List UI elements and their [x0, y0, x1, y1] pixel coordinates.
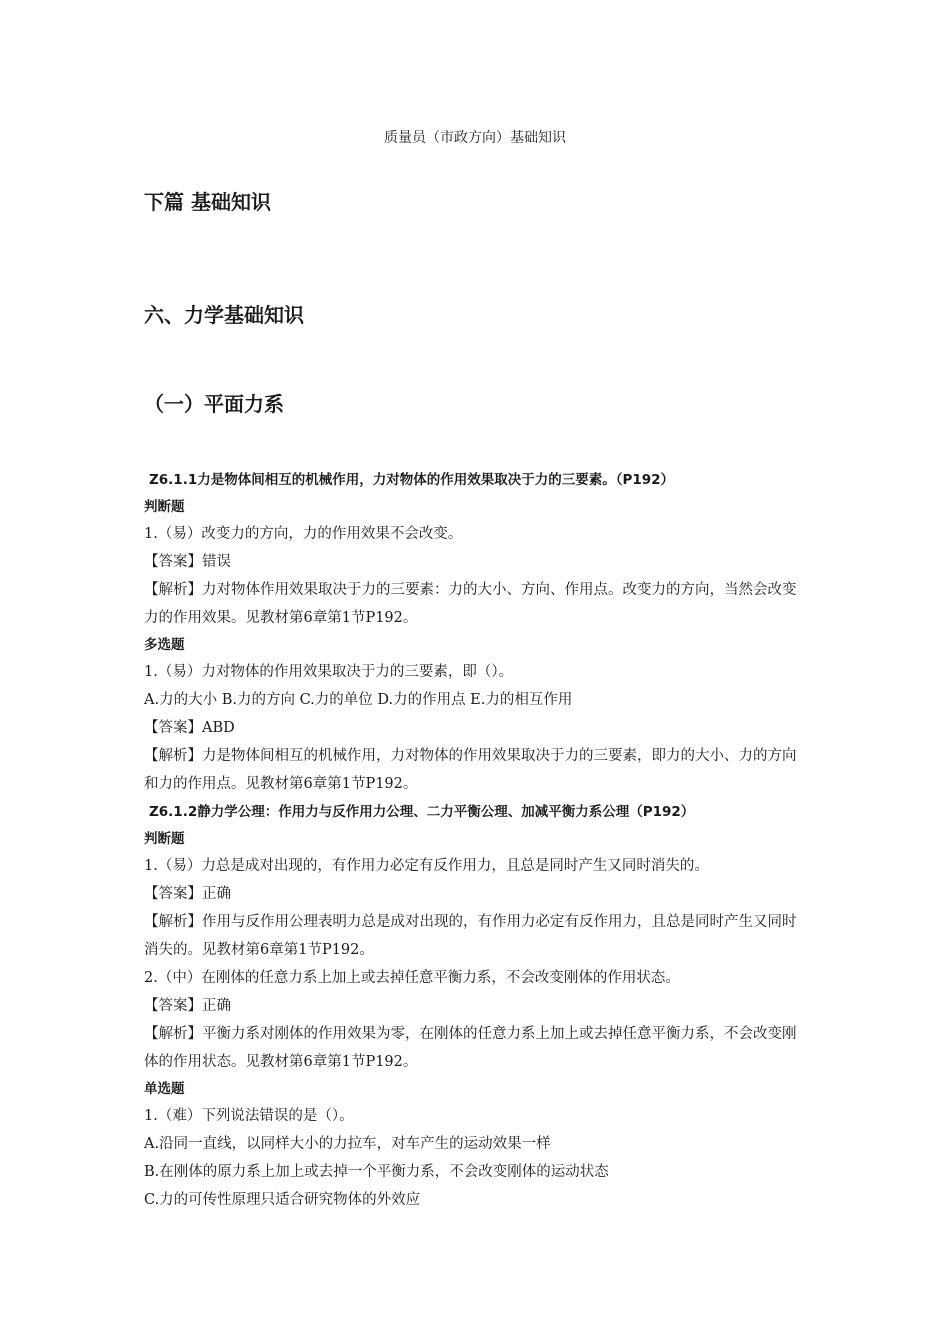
- part-title: 下篇 基础知识: [144, 190, 271, 214]
- analysis-text: 【解析】力对物体作用效果取决于力的三要素：力的大小、方向、作用点。改变力的方向，当然会改变力的作用效果。见教材第6章第1节P192。: [144, 582, 797, 626]
- chapter-title: 六、力学基础知识: [144, 303, 304, 327]
- analysis-text: 【解析】力是物体间相互的机械作用，力对物体的作用效果取决于力的三要素，即力的大小、力的方向和力的作用点。见教材第6章第1节P192。: [144, 748, 797, 792]
- answer-text: 【答案】正确: [144, 886, 231, 902]
- knowledge-point-title: Z6.1.1力是物体间相互的机械作用，力对物体的作用效果取决于力的三要素。（P192）: [149, 472, 675, 488]
- question-type-heading: 判断题: [144, 831, 185, 847]
- question-text: 1.（难）下列说法错误的是（）。: [144, 1108, 354, 1124]
- content-body: [144, 466, 808, 1214]
- question-type-heading: 单选题: [144, 1081, 185, 1097]
- option-a: A.沿同一直线，以同样大小的力拉车，对车产生的运动效果一样: [144, 1136, 551, 1152]
- question-text: 1.（易）改变力的方向，力的作用效果不会改变。: [144, 526, 463, 542]
- knowledge-point-title: Z6.1.2静力学公理：作用力与反作用力公理、二力平衡公理、加减平衡力系公理（P192）: [149, 804, 695, 820]
- option-b: B.在刚体的原力系上加上或去掉一个平衡力系，不会改变刚体的运动状态: [144, 1164, 609, 1180]
- page-header: 质量员（市政方向）基础知识: [384, 130, 566, 146]
- question-text: 1.（易）力总是成对出现的，有作用力必定有反作用力，且总是同时产生又同时消失的。: [144, 858, 709, 874]
- analysis-text: 【解析】作用与反作用公理表明力总是成对出现的，有作用力必定有反作用力，且总是同时产生又同时消失的。见教材第6章第1节P192。: [144, 914, 797, 958]
- answer-text: 【答案】正确: [144, 998, 231, 1014]
- answer-text: 【答案】错误: [144, 554, 231, 570]
- section-title: （一）平面力系: [144, 392, 284, 416]
- question-text: 2.（中）在刚体的任意力系上加上或去掉任意平衡力系，不会改变刚体的作用状态。: [144, 970, 680, 986]
- options-text: A.力的大小 B.力的方向 C.力的单位 D.力的作用点 E.力的相互作用: [144, 692, 573, 708]
- question-type-heading: 判断题: [144, 499, 185, 515]
- analysis-text: 【解析】平衡力系对刚体的作用效果为零，在刚体的任意力系上加上或去掉任意平衡力系，不会改变刚体的作用状态。见教材第6章第1节P192。: [144, 1026, 797, 1070]
- option-c: C.力的可传性原理只适合研究物体的外效应: [144, 1192, 421, 1208]
- question-type-heading: 多选题: [144, 637, 185, 653]
- question-text: 1.（易）力对物体的作用效果取决于力的三要素，即（）。: [144, 664, 514, 680]
- answer-text: 【答案】ABD: [144, 720, 235, 736]
